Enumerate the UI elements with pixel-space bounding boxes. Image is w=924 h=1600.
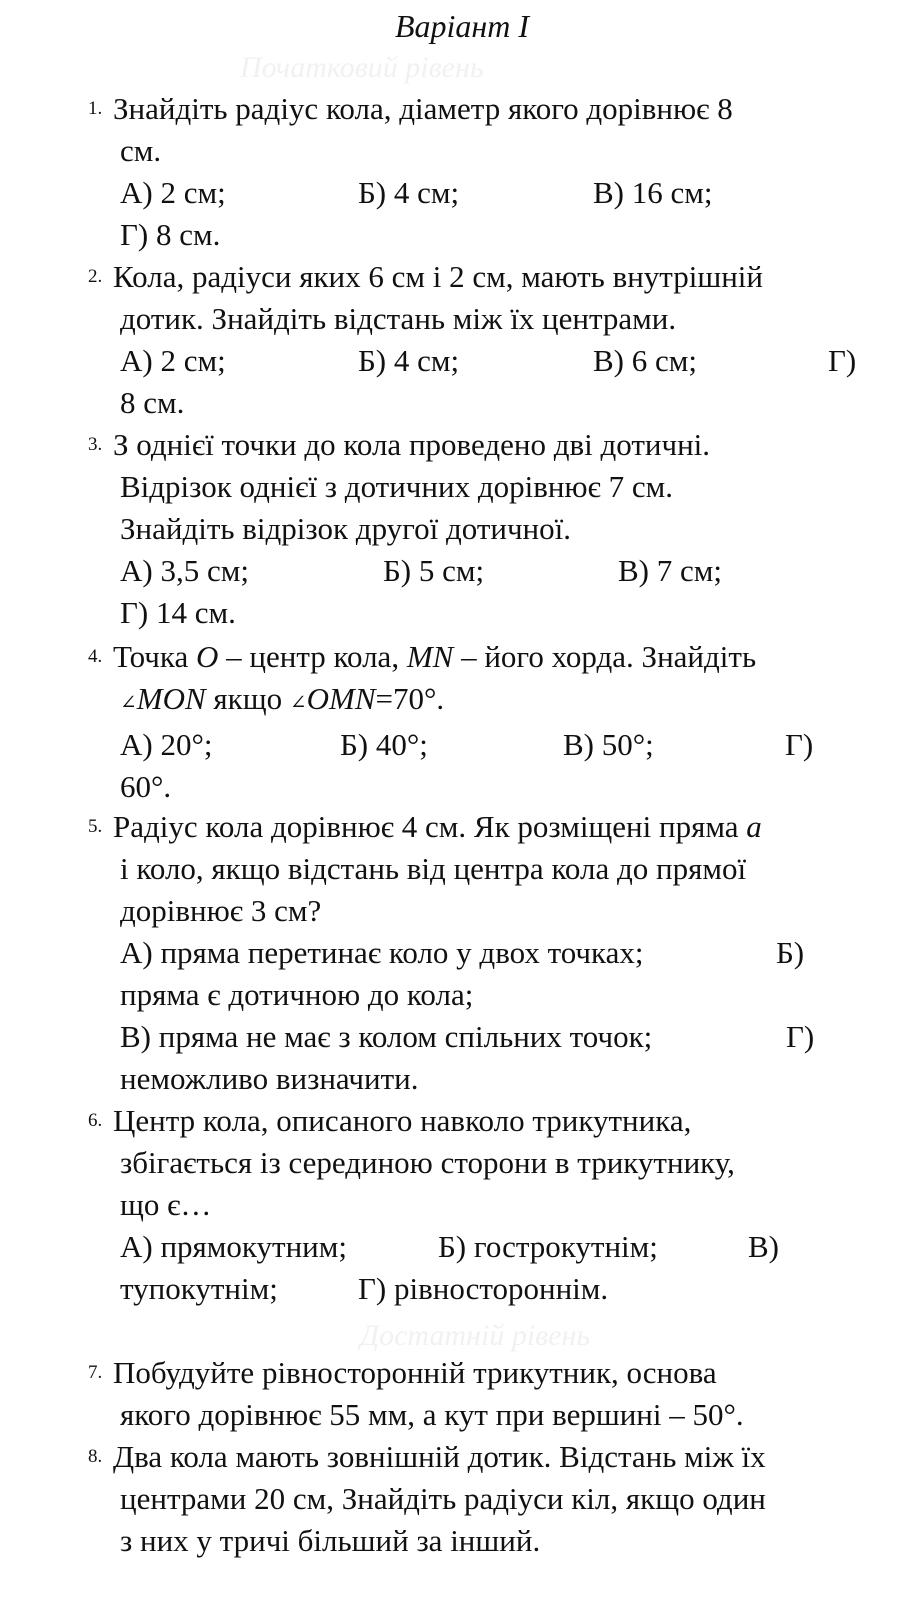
answer-options — [88, 340, 868, 382]
question-number: 3. — [88, 434, 103, 455]
question-1 — [88, 88, 868, 256]
option-d: Г) 14 см. — [120, 595, 236, 630]
question-number: 8. — [88, 1446, 103, 1467]
point-o-label: O — [196, 639, 219, 674]
question-text-line: см. — [120, 133, 162, 168]
question-6 — [88, 1100, 868, 1310]
answer-options-row-2 — [88, 1016, 868, 1058]
option-d-tail: 8 см. — [120, 385, 185, 420]
question-number: 6. — [88, 1110, 103, 1131]
question-text-line — [88, 806, 868, 848]
option-c-head: В) — [748, 1229, 779, 1264]
question-text-line: що є… — [120, 1187, 212, 1222]
angle-omn-label: OMN — [306, 681, 376, 716]
option-c: В) 16 см; — [593, 175, 713, 210]
option-b: Б) 4 см; — [358, 343, 460, 378]
option-d-head: Г) — [828, 343, 857, 378]
question-3 — [88, 424, 868, 634]
option-d: Г) 8 см. — [120, 217, 221, 252]
option-b: Б) 40°; — [340, 727, 428, 762]
question-number: 2. — [88, 266, 103, 287]
answer-options-row-1 — [88, 932, 868, 974]
page-title: Варіант І — [394, 8, 530, 44]
angle-mon-label: MON — [136, 681, 206, 716]
question-text-line — [88, 636, 868, 678]
question-text-line: дотик. Знайдіть відстань між їх центрами. — [120, 301, 677, 336]
q4-text-mid: якщо — [205, 681, 290, 716]
question-4 — [88, 636, 868, 808]
question-text-line: збігається із серединою сторони в трикутнику, — [120, 1145, 735, 1180]
option-c: В) 6 см; — [593, 343, 697, 378]
option-a: А) пряма перетинає коло у двох точках; — [120, 935, 644, 970]
question-text-line: Відрізок однієї з дотичних дорівнює 7 см. — [120, 469, 674, 504]
faint-section-mid: Достатній рівень — [360, 1319, 591, 1352]
q4-text-end: =70°. — [375, 681, 445, 716]
option-d-head: Г) — [785, 727, 814, 762]
option-b: Б) 5 см; — [383, 553, 485, 588]
question-text-line: центрами 20 см, Знайдіть радіуси кіл, якщо один — [120, 1481, 766, 1516]
question-number: 5. — [88, 816, 103, 837]
question-text-line: Кола, радіуси яких 6 см і 2 см, мають внутрішній — [113, 259, 764, 294]
question-7 — [88, 1352, 868, 1436]
question-text-line: Два кола мають зовнішній дотик. Відстань між їх — [113, 1439, 766, 1474]
option-d-tail: неможливо визначити. — [120, 1061, 419, 1096]
question-text-line: з них у тричі більший за інший. — [120, 1523, 541, 1558]
option-a: А) 3,5 см; — [120, 553, 249, 588]
question-text-line: і коло, якщо відстань від центра кола до прямої — [120, 851, 747, 886]
option-b-head: Б) — [776, 935, 805, 970]
question-text-line: Знайдіть відрізок другої дотичної. — [120, 511, 572, 546]
question-text-line: дорівнює 3 см? — [120, 893, 322, 928]
option-a: А) 2 см; — [120, 175, 226, 210]
answer-options — [88, 172, 868, 214]
question-text-line: Побудуйте рівносторонній трикутник, основа — [113, 1355, 717, 1390]
question-text-line: якого дорівнює 55 мм, а кут при вершині – 50°. — [120, 1397, 744, 1432]
question-text-line: Центр кола, описаного навколо трикутника, — [113, 1103, 692, 1138]
answer-options — [88, 550, 868, 592]
question-text-line — [88, 678, 868, 724]
question-number: 7. — [88, 1362, 103, 1383]
question-8 — [88, 1436, 868, 1562]
q4-text-c: – його хорда. Знайдіть — [453, 639, 757, 674]
option-d: Г) рівностороннім. — [358, 1271, 609, 1306]
option-b-tail: пряма є дотичною до кола; — [120, 977, 474, 1012]
q4-text-b: – центр кола, — [218, 639, 407, 674]
question-number: 1. — [88, 98, 103, 119]
question-2 — [88, 256, 868, 424]
option-c: В) пряма не має з колом спільних точок; — [120, 1019, 653, 1054]
angle-icon: ∠ — [289, 692, 307, 714]
option-c: В) 50°; — [563, 727, 654, 762]
option-b: Б) 4 см; — [358, 175, 460, 210]
question-5 — [88, 806, 868, 1100]
answer-options-row-2 — [88, 1268, 868, 1310]
line-a-label: a — [746, 809, 762, 844]
angle-icon: ∠ — [120, 692, 137, 714]
option-b: Б) гострокутнім; — [438, 1229, 658, 1264]
option-a: А) 20°; — [120, 727, 213, 762]
answer-options — [88, 724, 868, 766]
question-text-line: З однієї точки до кола проведено дві дотичні. — [113, 427, 711, 462]
option-d-tail: 60°. — [120, 769, 172, 804]
option-d-head: Г) — [786, 1019, 815, 1054]
option-a: А) прямокутним; — [120, 1229, 348, 1264]
option-c-tail: тупокутнім; — [120, 1271, 278, 1306]
question-number: 4. — [88, 646, 103, 667]
option-c: В) 7 см; — [618, 553, 722, 588]
chord-mn-label: MN — [406, 639, 454, 674]
faint-section-header: Початковий рівень — [240, 51, 484, 84]
question-text-line: Знайдіть радіус кола, діаметр якого дорівнює 8 — [113, 91, 733, 126]
q5-text-a: Радіус кола дорівнює 4 см. Як розміщені пряма — [113, 809, 747, 844]
answer-options-row-1 — [88, 1226, 868, 1268]
q4-text-a: Точка — [113, 639, 196, 674]
option-a: А) 2 см; — [120, 343, 226, 378]
